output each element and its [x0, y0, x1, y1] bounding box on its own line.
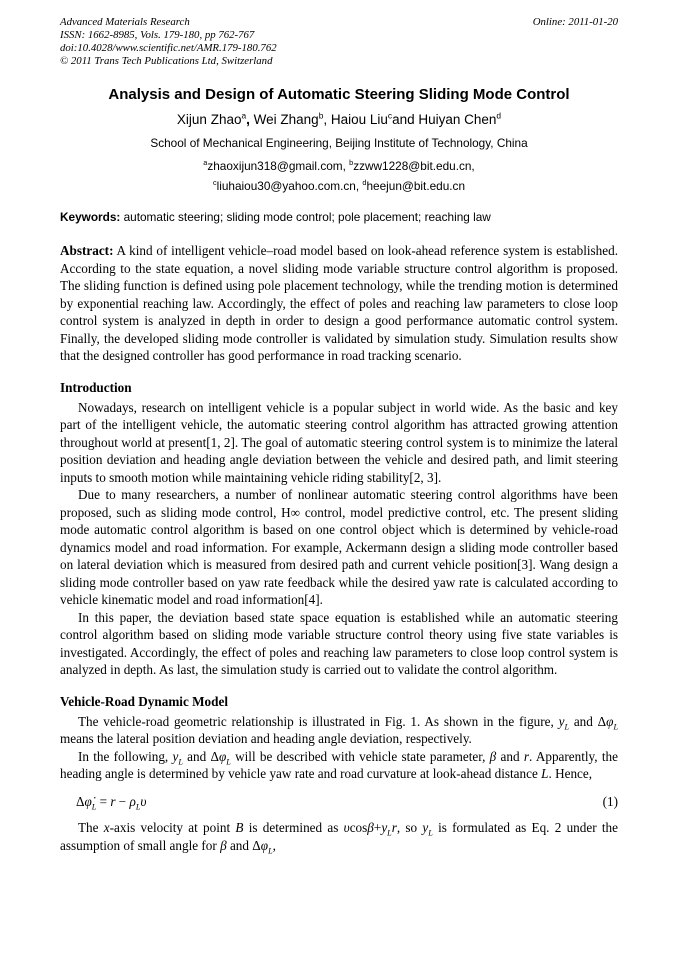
copyright-line: © 2011 Trans Tech Publications Ltd, Switzerland: [60, 55, 273, 67]
introduction-paragraph-2: Due to many researchers, a number of nonlinear automatic steering control algorithms have been proposed, such as sliding mode control, H∞ control, model predictive control, etc. The present sliding mode automatic control algorithm is based on one control object which is determined by vehicle-road dynamics model and road information. For example, Ackermann design a sliding mode controller based on lateral deviation which is measured from desired path and current vehicle position[3]. Wang design a sliding mode controller based on yaw rate feedback while the desired yaw rate is calculated according to vehicle kinematic model and road information[4].: [60, 487, 618, 607]
doi-line: doi:10.4028/www.scientific.net/AMR.179-180.762: [60, 42, 277, 54]
abstract-paragraph: [60, 242, 618, 365]
section-heading-introduction: Introduction: [60, 379, 132, 395]
emails-block: [60, 156, 618, 196]
emails-line-1: $^a$zhaoxijun318@gmail.com, $^b$zzww1228@bit.edu.cn,: [203, 158, 475, 173]
model-paragraph-1: The vehicle-road geometric relationship is illustrated in Fig. 1. As shown in the figure, $y_L$ and $\Delta\varphi_L$ means the lateral position deviation and heading angle deviation, respectively.: [60, 713, 618, 746]
model-paragraph-2: In the following, $y_L$ and $\Delta\varphi_L$ will be described with vehicle state parameter, β and r. Apparently, the heading angle is determined by vehicle yaw rate and road curvature at look-ahead distance L. Hence,: [60, 748, 618, 781]
online-date: Online: 2011-01-20: [532, 16, 618, 28]
introduction-paragraph-1: Nowadays, research on intelligent vehicle is a popular subject in world wide. As the basic and key part of the intelligent vehicle, the automatic steering control algorithm has attracted growing attention throughout world at present[1, 2]. The goal of automatic steering control system is to minimize the lateral position deviation and heading angle deviation between the vehicle and desired path, and limit steering inputs to smooth motion while maintaining vehicle riding stability[2, 3].: [60, 399, 618, 485]
journal-info-block: [60, 16, 277, 68]
keywords-label: Keywords:: [60, 210, 121, 224]
issn-line: ISSN: 1662-8985, Vols. 179-180, pp 762-767: [60, 29, 255, 41]
emails-line-2: $^c$liuhaiou30@yahoo.com.cn, $^d$heejun@bit.edu.cn: [212, 178, 466, 193]
journal-header: [60, 16, 618, 68]
equation-1-number: (1): [602, 793, 618, 809]
equation-1-expression: $\Delta\varphi̇_L = r - \rho_L\upsilon$: [76, 793, 147, 812]
abstract-label: Abstract:: [60, 243, 114, 258]
journal-name: Advanced Materials Research: [60, 16, 190, 28]
equation-1-row: [60, 793, 618, 811]
keywords-line: [60, 210, 618, 225]
affiliation-line: School of Mechanical Engineering, Beijing Institute of Technology, China: [150, 136, 528, 150]
introduction-paragraph-3: In this paper, the deviation based state space equation is established while an automatic steering control algorithm based on sliding mode variable structure control theory using five state variables is investigated. Accordingly, the effect of poles and reaching law parameters to close loop control system is analyzed in depth. As last, the simulation study is carried out to validate the control algorithm.: [60, 609, 618, 677]
section-heading-vehicle-road-model: Vehicle-Road Dynamic Model: [60, 693, 229, 709]
keywords-text: automatic steering; sliding mode control; pole placement; reaching law: [120, 210, 491, 224]
paper-title: Analysis and Design of Automatic Steering Sliding Mode Control: [108, 86, 570, 103]
model-paragraph-3: The x-axis velocity at point B is determined as $\upsilon\cos\beta+y_Lr$, so $y_L$ is formulated as Eq. 2 under the assumption of small angle for β and $\Delta\varphi_L$,: [60, 820, 618, 856]
abstract-text: A kind of intelligent vehicle–road model based on look-ahead reference system is established. According to the state equation, a novel sliding mode variable structure control algorithm is proposed. The sliding function is defined using pole placement technology, while the trending motion is determined by exponential reaching law. Accordingly, the effect of poles and reaching law parameters to close loop control system is analyzed in depth in order to design a good performance automatic control system. Finally, the developed sliding mode controller is validated by simulation study. Simulation results show that the designed controller has good performance in road tracking scenario.: [60, 243, 618, 363]
authors-line: Xijun Zhao$^a$, Wei Zhang$^b$, Haiou Liu$^c$and Huiyan Chen$^d$: [176, 110, 502, 127]
